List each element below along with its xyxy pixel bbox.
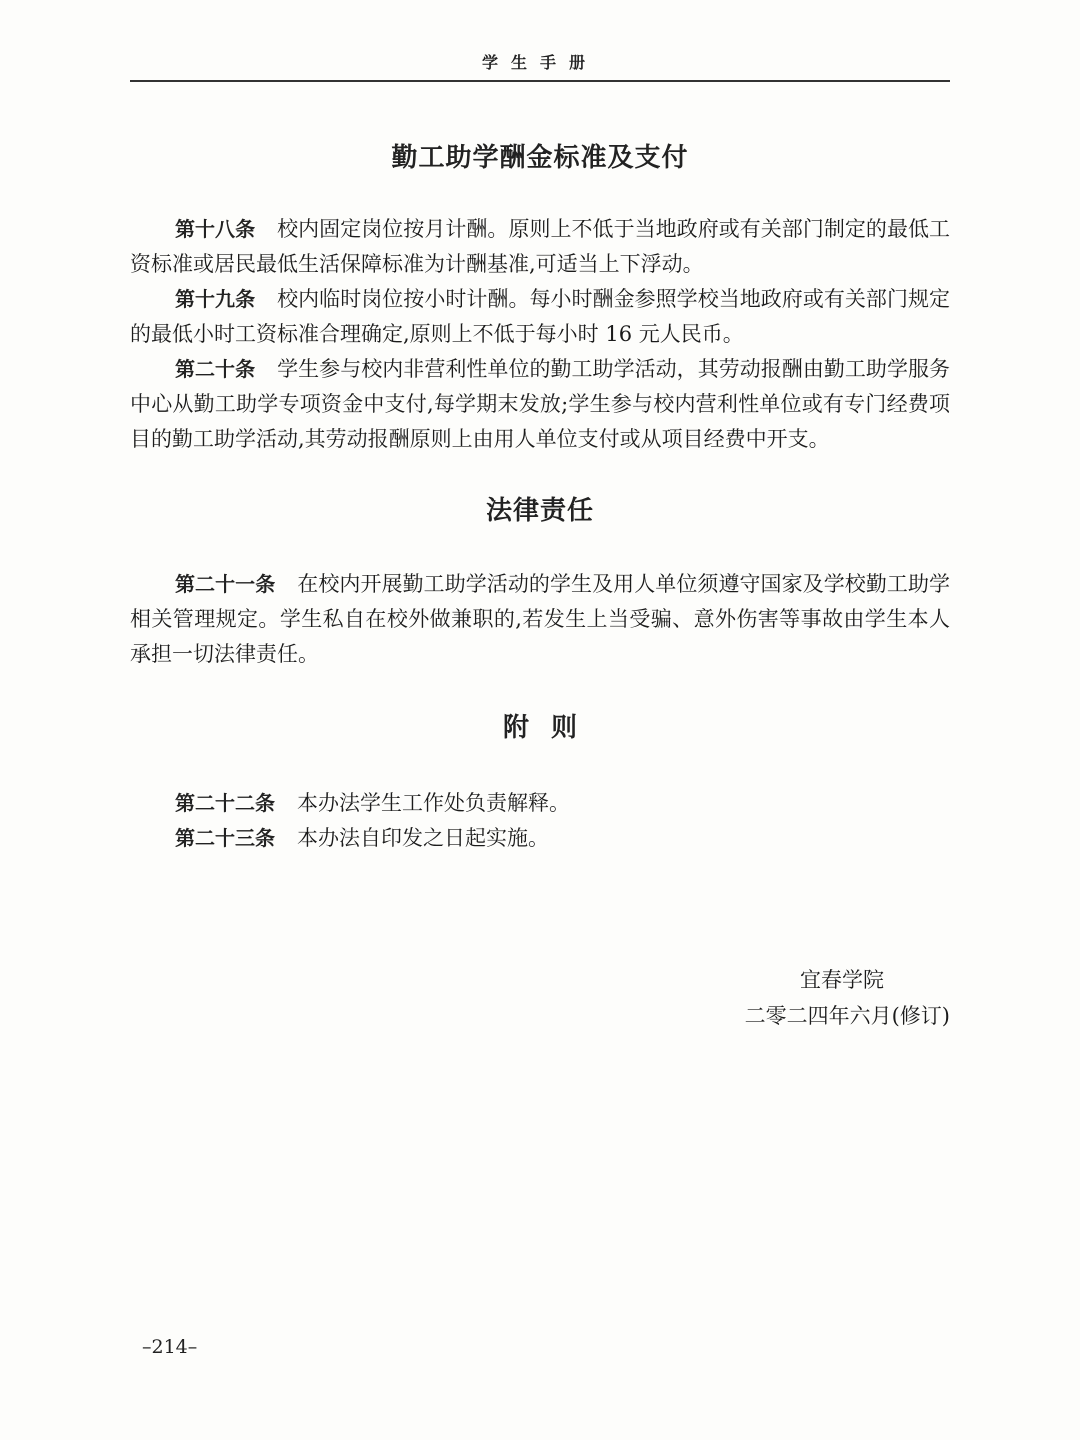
section-title-legal-liability: 法律责任 <box>485 496 594 526</box>
article-label: 第二十三条 <box>175 826 275 850</box>
article-label: 第十八条 <box>175 217 256 241</box>
document-body <box>130 138 950 856</box>
signature-block <box>700 962 950 1034</box>
article-text: 本办法学生工作处负责解释。 <box>297 791 570 815</box>
article-text: 校内固定岗位按月计酬。原则上不低于当地政府或有关部门制定的最低工资标准或居民最低生活保障标准为计酬基准,可适当上下浮动。 <box>130 217 951 276</box>
article-23 <box>130 821 950 856</box>
article-18 <box>130 212 950 282</box>
article-text: 本办法自印发之日起实施。 <box>297 826 549 850</box>
section-title-supplementary: 附则 <box>502 713 599 743</box>
signature-organization: 宜春学院 <box>800 968 884 992</box>
running-header: 学生手册 <box>481 53 598 72</box>
article-label: 第二十二条 <box>175 791 275 815</box>
article-20 <box>130 352 950 457</box>
article-text: 学生参与校内非营利性单位的勤工助学活动，其劳动报酬由勤工助学服务中心从勤工助学专项资金中支付,每学期末发放;学生参与校内营利性单位或有专门经费项目的勤工助学活动,其劳动报酬原则上由用人单位支付或从项目经费中开支。 <box>130 357 951 451</box>
header-rule <box>130 80 950 82</box>
article-19 <box>130 282 950 352</box>
article-label: 第二十一条 <box>175 572 276 596</box>
signature-date: 二零二四年六月(修订) <box>744 1004 950 1028</box>
article-label: 第十九条 <box>175 287 256 311</box>
article-text: 校内临时岗位按小时计酬。每小时酬金参照学校当地政府或有关部门规定的最低小时工资标准合理确定,原则上不低于每小时 16 元人民币。 <box>130 287 951 346</box>
article-text: 在校内开展勤工助学活动的学生及用人单位须遵守国家及学校勤工助学相关管理规定。学生私自在校外做兼职的,若发生上当受骗、意外伤害等事故由学生本人承担一切法律责任。 <box>130 572 951 666</box>
page-number: –214– <box>142 1336 198 1358</box>
section-title-remuneration: 勤工助学酬金标准及支付 <box>391 143 689 173</box>
article-label: 第二十条 <box>175 357 256 381</box>
article-21 <box>130 567 950 672</box>
article-22 <box>130 786 950 821</box>
